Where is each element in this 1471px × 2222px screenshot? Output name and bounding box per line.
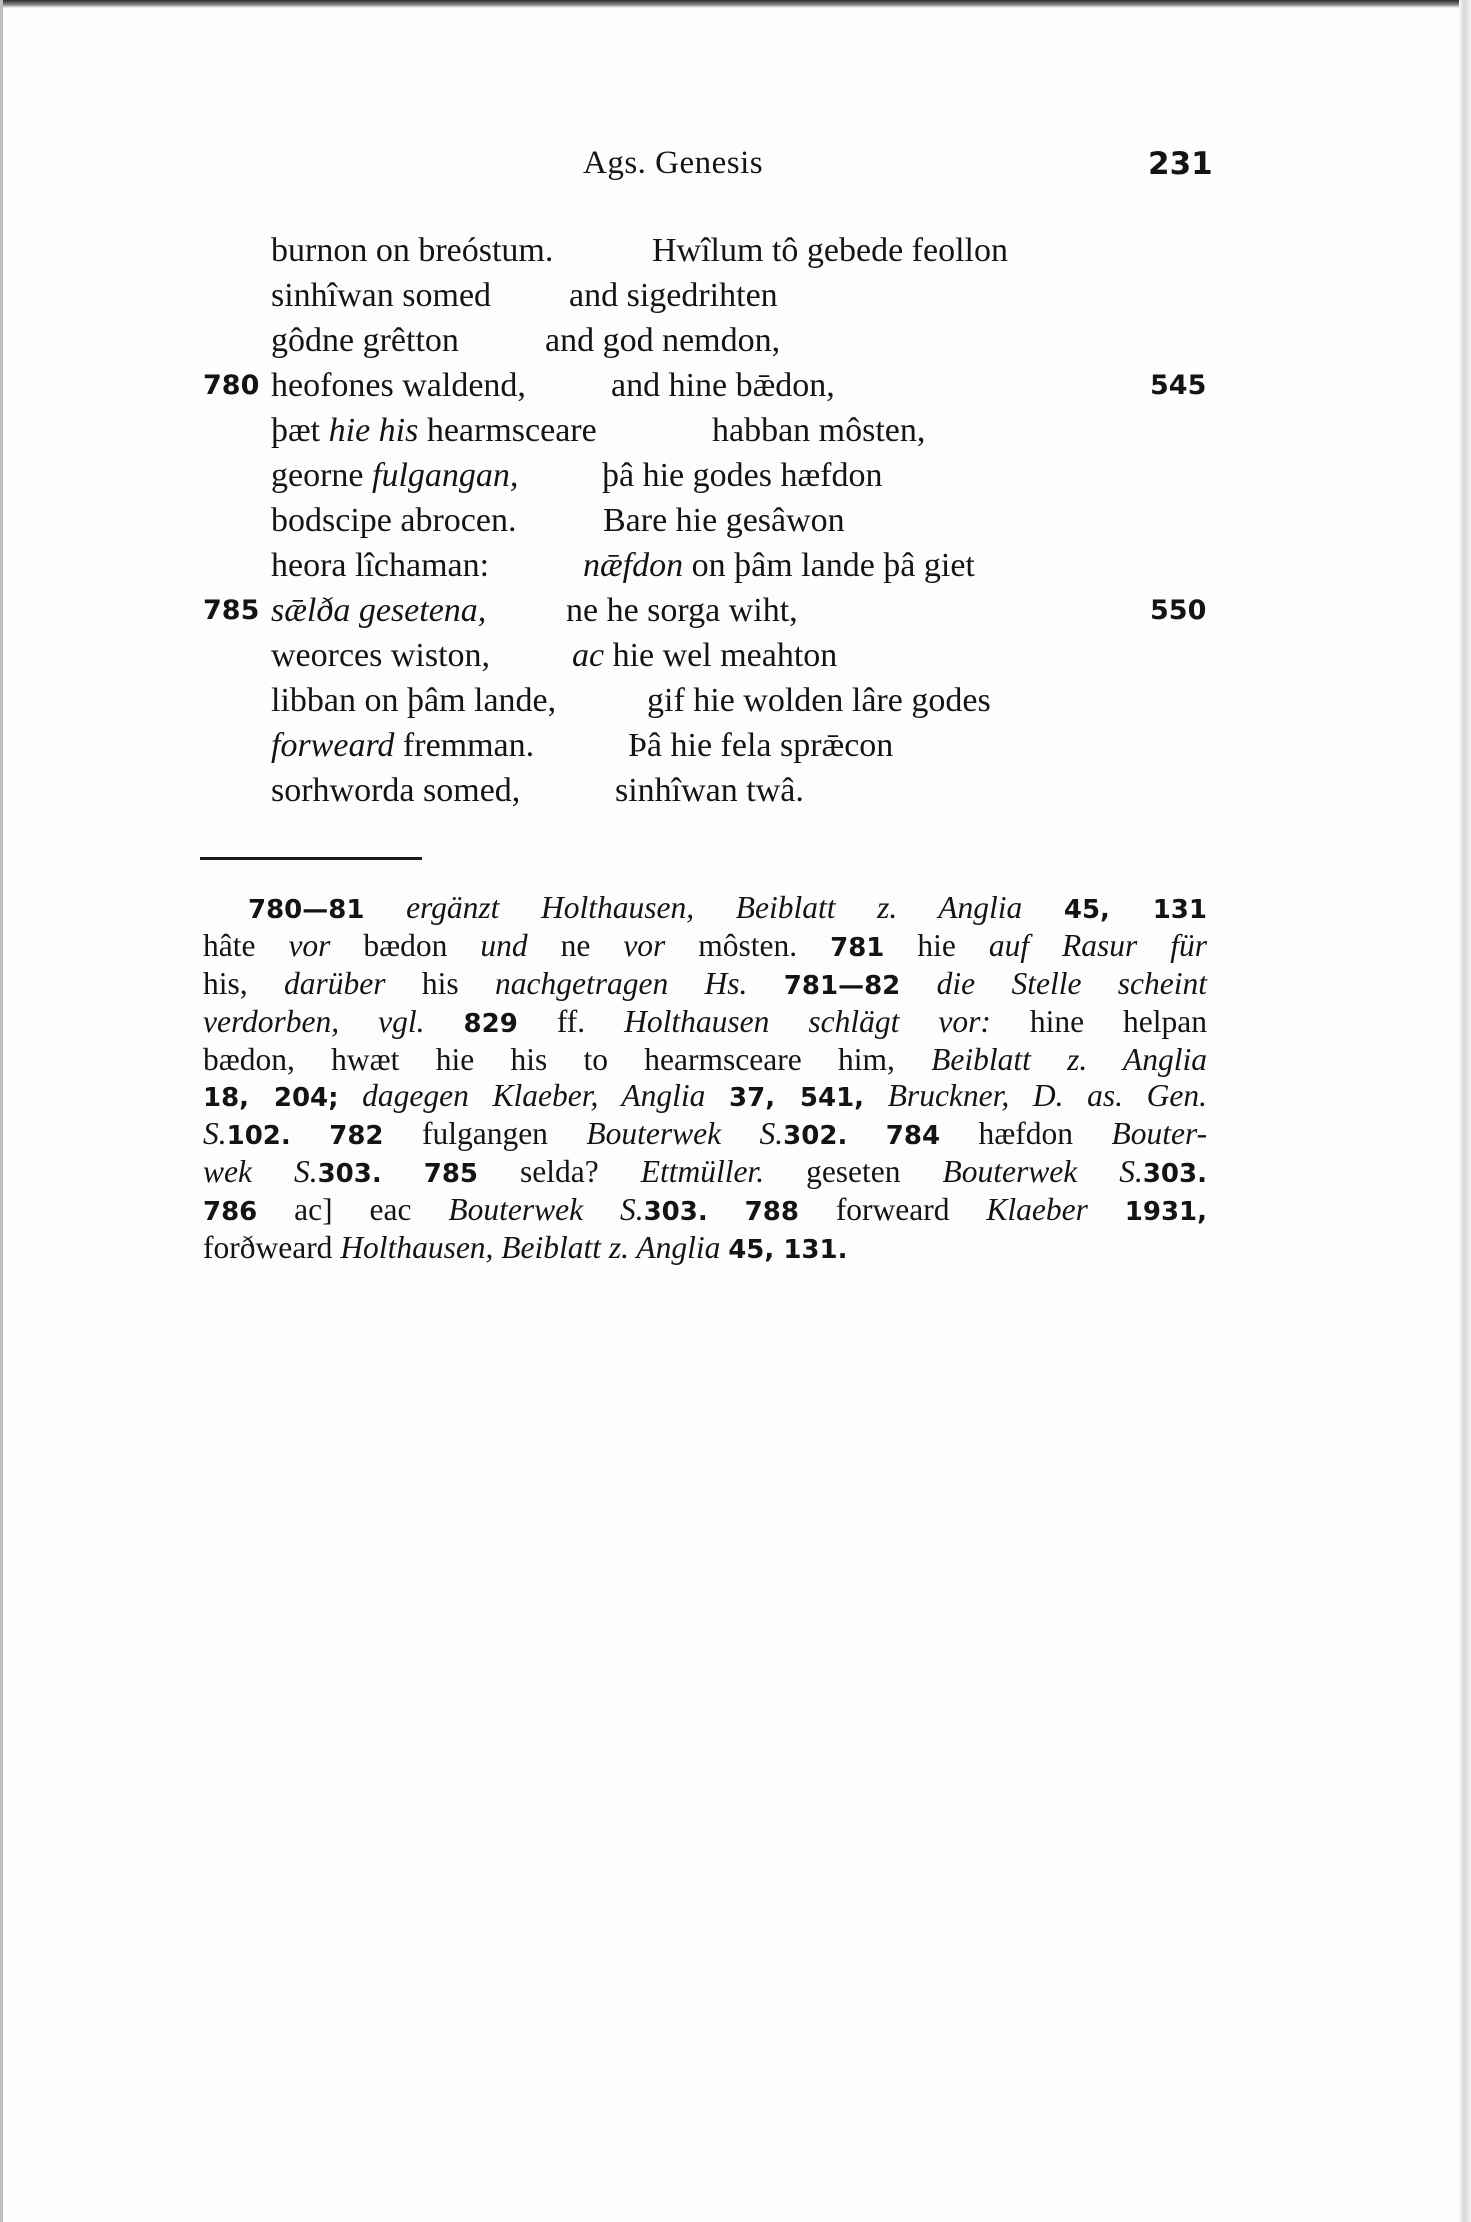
verse-a-verse: heofones waldend, — [271, 367, 526, 404]
text-run: hearmsceare — [418, 412, 597, 449]
verse-b-verse: Hwîlum tô gebede feollon — [652, 232, 1008, 269]
apparatus-notes — [203, 890, 1207, 1268]
italic-run: vor — [623, 928, 666, 963]
italic-run: forweard — [271, 727, 395, 764]
italic-run: Bouterwek S. — [942, 1154, 1143, 1189]
verse-b-verse: Bare hie gesâwon — [603, 502, 845, 539]
italic-run: sǣlða gesetena, — [271, 592, 487, 629]
verse-line — [0, 318, 1471, 364]
numeric-ref: 18, 204; — [203, 1083, 339, 1113]
text-run: þæt — [271, 412, 329, 449]
verse-b-verse: and god nemdon, — [545, 322, 781, 359]
page-number: 231 — [1148, 146, 1213, 182]
verse-line — [0, 678, 1471, 724]
note-line — [203, 1192, 1207, 1230]
verse-line — [0, 453, 1471, 499]
text-run: ac] eac — [294, 1192, 412, 1227]
verse-line — [0, 363, 1471, 409]
text-run: forðweard — [203, 1230, 333, 1265]
italic-run: Bouterwek S. — [586, 1116, 784, 1151]
italic-run: vor — [288, 928, 331, 963]
numeric-ref: 303. — [643, 1197, 708, 1227]
verse-a-verse: weorces wiston, — [271, 637, 491, 674]
verse-line — [0, 723, 1471, 769]
numeric-ref: 45, 131. — [728, 1235, 848, 1265]
note-line — [203, 1042, 1207, 1078]
note-line — [203, 890, 1207, 928]
verse-b-verse: þâ hie godes hæfdon — [602, 457, 883, 494]
text-run: selda? — [520, 1154, 599, 1189]
italic-run: Bouter- — [1111, 1116, 1208, 1151]
italic-run: die Stelle scheint — [936, 966, 1208, 1001]
verse-a-verse — [271, 408, 597, 454]
running-title: Ags. Genesis — [583, 145, 764, 181]
text-run: hâte — [203, 928, 256, 963]
line-ref: 780—81 — [248, 895, 365, 925]
note-line — [203, 1154, 1207, 1192]
line-number-left: 780 — [203, 370, 260, 401]
verse-a-verse: sinhîwan somed — [271, 277, 492, 314]
numeric-ref: 303. — [1142, 1159, 1207, 1189]
italic-run: Bouterwek S. — [448, 1192, 644, 1227]
verse-b-verse — [583, 543, 975, 589]
line-number-right: 550 — [1150, 595, 1207, 626]
italic-run: wek S. — [203, 1154, 318, 1189]
verse-b-verse: gif hie wolden lâre godes — [647, 682, 991, 719]
verse-line — [0, 498, 1471, 544]
note-line — [203, 928, 1207, 966]
text-run: hine helpan — [1029, 1004, 1208, 1039]
text-run: fremman. — [394, 727, 535, 764]
text-run: his, — [203, 966, 248, 1001]
verse-line — [0, 273, 1471, 319]
italic-run: darüber — [284, 966, 386, 1001]
note-line — [203, 1078, 1207, 1116]
italic-run: verdorben, vgl. — [203, 1004, 425, 1039]
verse-b-verse: Þâ hie fela sprǣcon — [628, 727, 894, 764]
note-line — [203, 966, 1207, 1004]
text-run: georne — [271, 457, 373, 494]
verse-a-verse: burnon on breóstum. — [271, 232, 554, 269]
verse-b-verse: ne he sorga wiht, — [566, 592, 798, 629]
verse-a-verse: gôdne grêtton — [271, 322, 459, 359]
verse-a-verse: bodscipe abrocen. — [271, 502, 517, 539]
verse-b-verse: sinhîwan twâ. — [615, 772, 804, 809]
note-line — [203, 1230, 1207, 1268]
italic-run: auf Rasur für — [988, 928, 1208, 963]
line-ref: 781—82 — [783, 971, 901, 1001]
text-run: fulgangen — [421, 1116, 548, 1151]
note-line — [203, 1116, 1207, 1154]
line-number-left: 785 — [203, 595, 260, 626]
italic-run: Klaeber — [986, 1192, 1088, 1227]
italic-run: nǣfdon — [583, 547, 684, 584]
italic-run: S. — [203, 1116, 227, 1151]
verse-b-verse — [572, 633, 837, 679]
numeric-ref: 302. — [783, 1121, 848, 1151]
note-line — [203, 1004, 1207, 1042]
verse-line — [0, 408, 1471, 454]
text-run: hie — [917, 928, 956, 963]
numeric-ref: 102. — [226, 1121, 291, 1151]
line-number-right: 545 — [1150, 370, 1207, 401]
numeric-ref: 45, 131 — [1063, 895, 1207, 925]
italic-run: fulgangan, — [372, 457, 519, 494]
italic-run: ergänzt Holthausen, Beiblatt z. Anglia — [406, 890, 1023, 925]
text-run: bædon — [363, 928, 448, 963]
line-ref: 785 — [423, 1159, 479, 1189]
text-run: bædon, hwæt hie his to hearmsceare him, — [203, 1042, 895, 1077]
text-run: hæfdon — [978, 1116, 1074, 1151]
text-run: on þâm lande þâ giet — [683, 547, 975, 584]
verse-line — [0, 543, 1471, 589]
text-run: ff. — [556, 1004, 586, 1039]
numeric-ref: 37, 541, — [729, 1083, 865, 1113]
page-top-edge — [0, 0, 1471, 8]
verse-a-verse: libban on þâm lande, — [271, 682, 557, 719]
italic-run: nachgetragen Hs. — [494, 966, 748, 1001]
italic-run: Bruckner, D. as. Gen. — [887, 1078, 1208, 1113]
verse-a-verse — [271, 723, 534, 769]
verse-a-verse — [271, 588, 486, 634]
italic-run: dagegen Klaeber, Anglia — [362, 1078, 706, 1113]
verse-line — [0, 768, 1471, 814]
text-run: geseten — [806, 1154, 901, 1189]
line-ref: 829 — [463, 1009, 518, 1039]
verse-a-verse — [271, 453, 518, 499]
numeric-ref: 1931, — [1124, 1197, 1208, 1227]
verse-line — [0, 633, 1471, 679]
verse-b-verse: habban môsten, — [712, 412, 926, 449]
italic-run: Beiblatt z. Anglia — [931, 1042, 1207, 1077]
italic-run: ac — [572, 637, 605, 674]
line-ref: 784 — [885, 1121, 941, 1151]
text-run: môsten. — [698, 928, 798, 963]
italic-run: Holthausen, Beiblatt z. Anglia — [340, 1230, 721, 1265]
footnote-rule — [200, 857, 422, 860]
line-ref: 788 — [744, 1197, 799, 1227]
text-run: hie wel meahton — [604, 637, 838, 674]
text-run: ne — [560, 928, 591, 963]
line-ref: 782 — [329, 1121, 384, 1151]
italic-run: und — [480, 928, 528, 963]
line-ref: 781 — [830, 933, 885, 963]
verse-b-verse: and hine bǣdon, — [611, 367, 835, 404]
italic-run: Holthausen schlägt vor: — [624, 1004, 991, 1039]
verse-a-verse: heora lîchaman: — [271, 547, 490, 584]
verse-line — [0, 228, 1471, 274]
line-ref: 786 — [203, 1197, 258, 1227]
text-run: forweard — [835, 1192, 950, 1227]
text-run: his — [421, 966, 459, 1001]
italic-run: Ettmüller. — [640, 1154, 765, 1189]
verse-line — [0, 588, 1471, 634]
italic-run: hie his — [328, 412, 419, 449]
verse-b-verse: and sigedrihten — [569, 277, 778, 314]
verse-a-verse: sorhworda somed, — [271, 772, 521, 809]
numeric-ref: 303. — [317, 1159, 382, 1189]
